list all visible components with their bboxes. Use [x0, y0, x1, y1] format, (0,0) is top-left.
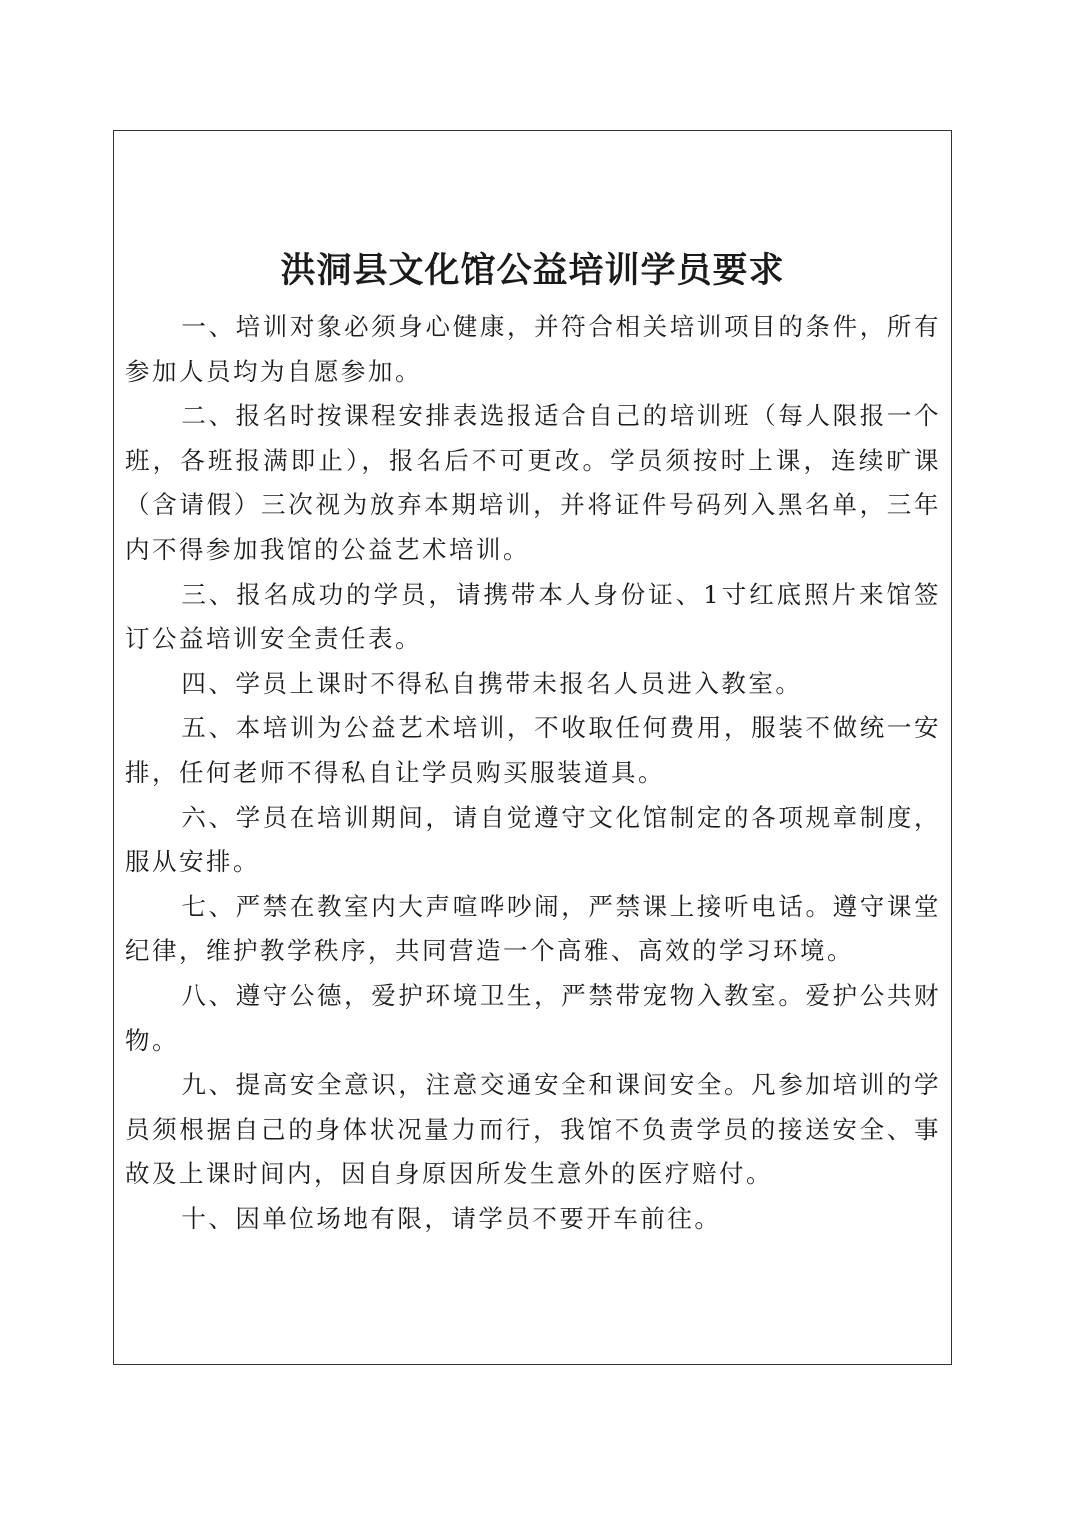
requirement-item-3: 三、报名成功的学员，请携带本人身份证、1寸红底照片来馆签订公益培训安全责任表。 [125, 579, 941, 654]
requirement-item-9: 九、提高安全意识，注意交通安全和课间安全。凡参加培训的学员须根据自己的身体状况量力而行，我馆不负责学员的接送安全、事故及上课时间内，因自身原因所发生意外的医疗赔付。 [125, 1070, 941, 1189]
document-body [125, 305, 941, 1241]
document-frame [113, 130, 952, 1365]
document-title: 洪洞县文化馆公益培训学员要求 [280, 250, 785, 291]
requirement-item-6: 六、学员在培训期间，请自觉遵守文化馆制定的各项规章制度，服从安排。 [125, 802, 941, 877]
requirement-item-10: 十、因单位场地有限，请学员不要开车前往。 [181, 1203, 722, 1233]
requirement-item-8: 八、遵守公德，爱护环境卫生，严禁带宠物入教室。爱护公共财物。 [125, 980, 941, 1055]
requirement-item-7: 七、严禁在教室内大声喧哗吵闹，严禁课上接听电话。遵守课堂纪律，维护教学秩序，共同营造一个高雅、高效的学习环境。 [125, 891, 941, 966]
requirement-item-1: 一、培训对象必须身心健康，并符合相关培训项目的条件，所有参加人员均为自愿参加。 [125, 312, 941, 386]
requirement-item-4: 四、学员上课时不得私自携带未报名人员进入教室。 [181, 668, 803, 698]
requirement-item-5: 五、本培训为公益艺术培训，不收取任何费用，服装不做统一安排，任何老师不得私自让学员购买服装道具。 [125, 713, 941, 787]
requirement-item-2: 二、报名时按课程安排表选报适合自己的培训班（每人限报一个班，各班报满即止），报名后不可更改。学员须按时上课，连续旷课（含请假）三次视为放弃本期培训，并将证件号码列入黑名单，三年内不得参加我馆的公益艺术培训。 [125, 401, 941, 564]
